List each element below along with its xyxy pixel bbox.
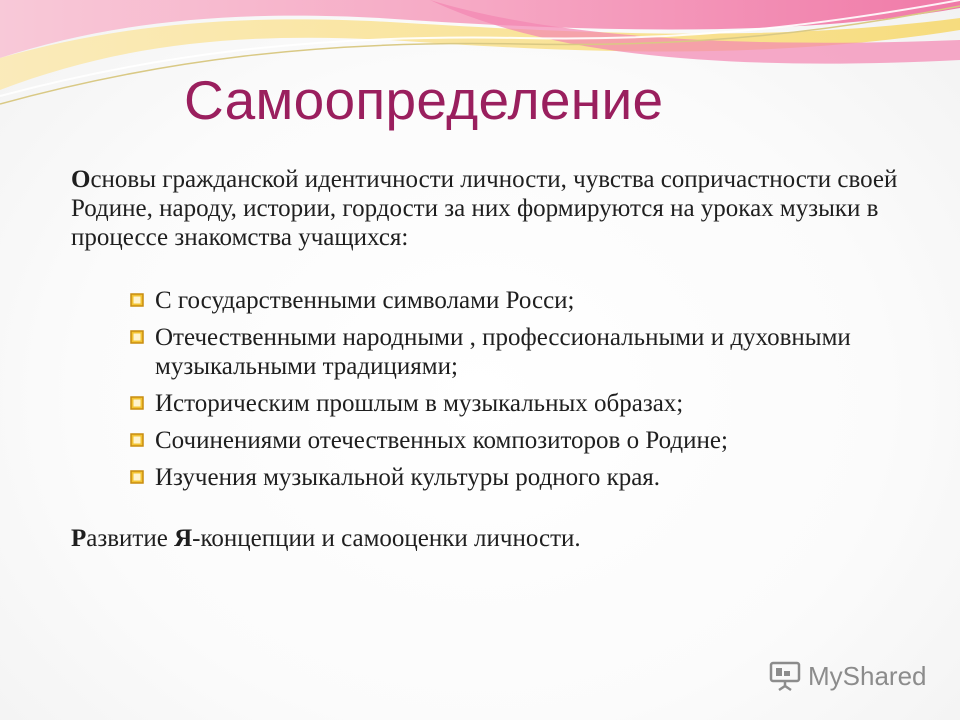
watermark[interactable]: [768, 656, 927, 696]
square-bullet-icon: [130, 470, 144, 484]
square-bullet-icon: [130, 433, 144, 447]
conclusion-initial: Р: [71, 525, 87, 552]
conclusion-text: -концепции и самооценки личности.: [192, 525, 581, 552]
bullet-text: Историческим прошлым в музыкальных образах;: [155, 390, 684, 417]
conclusion-bold-letter: Я: [174, 525, 193, 552]
list-item: [128, 426, 918, 455]
intro-initial: О: [71, 166, 91, 193]
conclusion-text-mid: азвитие: [86, 525, 175, 552]
square-bullet-icon: [130, 293, 144, 307]
list-item: [128, 389, 918, 418]
square-bullet-icon: [130, 330, 144, 344]
intro-text: сновы гражданской идентичности личности, чувства сопричастности своей Родине, народу, истории, гордости за них формируются на уроках музыки в процессе знакомства учащихся:: [71, 166, 898, 251]
presentation-icon: [768, 659, 802, 693]
conclusion-paragraph: [71, 524, 901, 553]
bullet-text: Изучения музыкальной культуры родного края.: [155, 464, 661, 491]
list-item: [128, 286, 918, 315]
watermark-text: MyShared: [808, 660, 927, 691]
intro-paragraph: [71, 165, 901, 252]
list-item: [128, 323, 918, 381]
bullet-text: С государственными символами Росси;: [155, 287, 575, 314]
bullet-text: Сочинениями отечественных композиторов о Родине;: [155, 427, 728, 454]
list-item: [128, 463, 918, 492]
square-bullet-icon: [130, 396, 144, 410]
bullet-list: [128, 286, 918, 500]
bullet-text: Отечественными народными , профессиональными и духовными музыкальными традициями;: [155, 324, 851, 380]
slide-title: Самоопределение: [184, 69, 664, 131]
